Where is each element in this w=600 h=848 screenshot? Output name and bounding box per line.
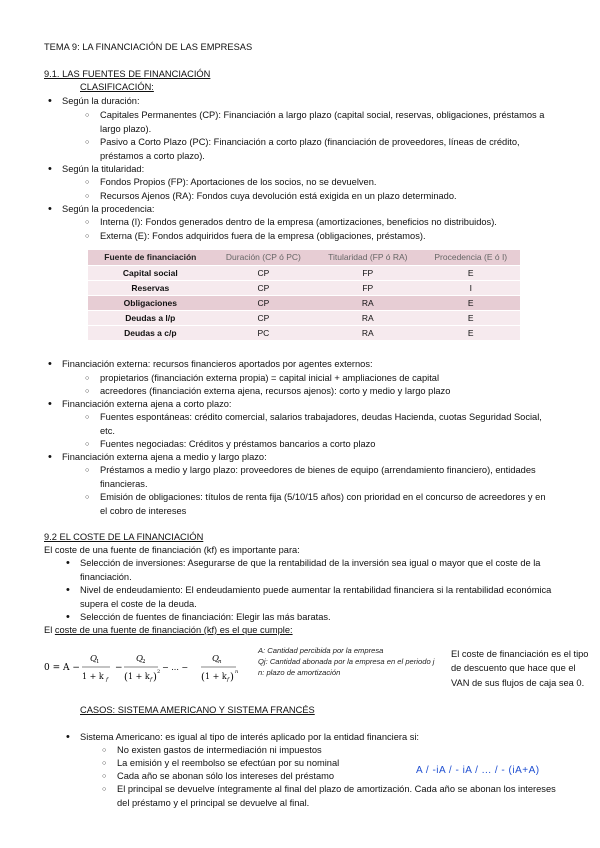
list-item-corto-negociadas: ○ Fuentes negociadas: Créditos y préstamos bancarios a corto plazo — [100, 438, 550, 452]
bullet-sistema-americano: • Sistema Americano: es igual al tipo de interés aplicado por la entidad financiera si: — [80, 731, 560, 745]
list-item-externa-acreedores: ○ acreedores (financiación externa ajena, recursos ajenos): corto y medio y largo plazo — [100, 385, 550, 399]
list-item-procedencia-interna: ○ Interna (I): Fondos generados dentro de la empresa (amortizaciones, beneficios no distribuidos). — [100, 216, 550, 230]
table-row — [88, 326, 520, 340]
bullet-ajena-medio-largo: • Financiación externa ajena a medio y largo plazo: — [62, 451, 267, 465]
formula-legend — [258, 645, 444, 678]
table-header: Procedencia (E ó I) — [422, 250, 520, 265]
formula-kf-1: f — [106, 677, 109, 683]
formula-qn: Q — [212, 654, 219, 664]
formula-lhs: 0 = A − — [44, 663, 80, 673]
casos-heading: CASOS: SISTEMA AMERICANO Y SISTEMA FRANCÉS — [80, 705, 315, 715]
table-cell: CP — [213, 266, 314, 280]
table-cell: Capital social — [88, 266, 213, 280]
table-row — [88, 311, 520, 325]
list-item-americano-principal: ○ El principal se devuelve íntegramente al final del plazo de amortización. Cada año se abonan los intereses del préstamo y el principal se devuelve al final. — [117, 783, 557, 811]
page-title: TEMA 9: LA FINANCIACIÓN DE LAS EMPRESAS — [44, 42, 253, 52]
bullet-duracion: • Según la duración: — [62, 95, 140, 109]
table-cell: Deudas a c/p — [88, 326, 213, 340]
financing-sources-table — [88, 249, 520, 341]
list-item-duracion-cp: ○ Capitales Permanentes (CP): Financiación a largo plazo (capital social, reservas, obligaciones, préstamos a largo plazo). — [100, 109, 550, 137]
table-cell: E — [422, 296, 520, 310]
formula-paren-open-2: ( — [124, 672, 128, 683]
list-item-americano-nominal: ○ La emisión y el reembolso se efectúan por su nominal — [117, 757, 417, 771]
cost-formula — [44, 648, 244, 688]
section-heading-coste: 9.2 EL COSTE DE LA FINANCIACIÓN — [44, 532, 204, 542]
formula-paren-close-2: ) — [153, 672, 157, 683]
list-item-procedencia-externa: ○ Externa (E): Fondos adquiridos fuera de la empresa (obligaciones, préstamos). — [100, 230, 550, 244]
table-header-row — [88, 250, 520, 265]
bullet-procedencia: • Según la procedencia: — [62, 203, 155, 217]
formula-paren-close-n: ) — [230, 672, 234, 683]
formula-q1: Q — [90, 654, 97, 664]
table-cell: E — [422, 311, 520, 325]
table-row — [88, 296, 520, 310]
coste-cumple-line — [44, 624, 293, 638]
legend-item-qj: Qj: Cantidad abonada por la empresa en el periodo j — [258, 657, 435, 666]
table-row — [88, 281, 520, 295]
formula-exp-n: n — [235, 669, 239, 675]
table-row — [88, 266, 520, 280]
formula-den-n: 1 + k — [205, 672, 227, 681]
table-cell: Reservas — [88, 281, 213, 295]
list-item-americano-intereses: ○ Cada año se abonan sólo los intereses del préstamo — [117, 770, 417, 784]
bullet-ajena-corto: • Financiación externa ajena a corto plazo: — [62, 398, 232, 412]
bullet-titularidad: • Según la titularidad: — [62, 163, 144, 177]
formula-q2-sub: 2 — [142, 659, 146, 665]
table-header: Fuente de financiación — [88, 250, 213, 265]
bullet-seleccion-inversiones: • Selección de inversiones: Asegurarse de que la rentabilidad de la inversión sea igual o mayor que el coste de la financiación. — [80, 557, 570, 585]
table-cell: RA — [314, 311, 421, 325]
table-cell: FP — [314, 266, 421, 280]
table-cell: RA — [314, 296, 421, 310]
formula-kf-2: f — [150, 677, 153, 683]
formula-side-note: El coste de financiación es el tipo de descuento que hace que el VAN de sus flujos de caja sea 0. — [451, 649, 589, 688]
bullet-seleccion-fuentes: • Selección de fuentes de financiación: Elegir las más baratas. — [80, 611, 570, 625]
list-item-duracion-pc: ○ Pasivo a Corto Plazo (PC): Financiación a corto plazo (financiación de proveedores, líneas de crédito, préstamos a corto plazo). — [100, 136, 550, 164]
coste-cumple-underlined: coste de una fuente de financiación (kf) es el que cumple: — [54, 625, 293, 635]
formula-paren-open-n: ( — [201, 672, 205, 683]
table-cell: E — [422, 326, 520, 340]
table-cell: E — [422, 266, 520, 280]
table-cell: RA — [314, 326, 421, 340]
table-cell: FP — [314, 281, 421, 295]
table-cell: CP — [213, 311, 314, 325]
formula-den-2: 1 + k — [128, 672, 150, 681]
bullet-nivel-endeudamiento: • Nivel de endeudamiento: El endeudamiento puede aumentar la rentabilidad financiera si la rentabilidad económica supera el coste de la deuda. — [80, 584, 570, 612]
american-system-flows: A / -iA / - iA / ... / - (iA+A) — [416, 765, 540, 776]
legend-item-a: A: Cantidad percibida por la empresa — [258, 646, 384, 655]
table-cell: PC — [213, 326, 314, 340]
formula-q2: Q — [136, 654, 143, 664]
formula-mid: − ... − — [162, 663, 189, 672]
section-heading-fuentes: 9.1. LAS FUENTES DE FINANCIACIÓN — [44, 69, 211, 79]
list-item-medio-prestamos: ○ Préstamos a medio y largo plazo: proveedores de bienes de equipo (arrendamiento financiero), entidades financieras. — [100, 464, 550, 492]
formula-kf-n: f — [227, 677, 230, 683]
table-cell: I — [422, 281, 520, 295]
formula-qn-sub: n — [218, 659, 222, 665]
formula-den-1: 1 + k — [82, 672, 104, 681]
table-cell: CP — [213, 281, 314, 295]
coste-cumple-prefix: El — [44, 625, 55, 635]
table-header: Duración (CP ó PC) — [213, 250, 314, 265]
list-item-medio-obligaciones: ○ Emisión de obligaciones: títulos de renta fija (5/10/15 años) con prioridad en el concurso de acreedores y en el cobro de intereses — [100, 491, 550, 519]
table-cell: Deudas a l/p — [88, 311, 213, 325]
table-header: Titularidad (FP ó RA) — [314, 250, 421, 265]
coste-intro: El coste de una fuente de financiación (kf) es importante para: — [44, 545, 300, 555]
table-cell: Obligaciones — [88, 296, 213, 310]
list-item-titularidad-ra: ○ Recursos Ajenos (RA): Fondos cuya devolución está exigida en un plazo determinado. — [100, 190, 550, 204]
bullet-financiacion-externa: • Financiación externa: recursos financieros aportados por agentes externos: — [62, 358, 373, 372]
list-item-externa-propietarios: ○ propietarios (financiación externa propia) = capital inicial + ampliaciones de capital — [100, 372, 550, 386]
legend-item-n: n: plazo de amortización — [258, 668, 341, 677]
subheading-clasificacion: CLASIFICACIÓN: — [80, 82, 154, 92]
list-item-titularidad-fp: ○ Fondos Propios (FP): Aportaciones de los socios, no se devuelven. — [100, 176, 550, 190]
list-item-corto-espontaneas: ○ Fuentes espontáneas: crédito comercial, salarios trabajadores, deudas Hacienda, cuotas Seguridad Social, etc. — [100, 411, 550, 439]
formula-exp-2: 2 — [157, 669, 161, 675]
list-item-americano-gastos: ○ No existen gastos de intermediación ni impuestos — [117, 744, 417, 758]
table-cell: CP — [213, 296, 314, 310]
formula-minus-1: − — [115, 663, 123, 673]
formula-q1-sub: 1 — [96, 659, 100, 665]
